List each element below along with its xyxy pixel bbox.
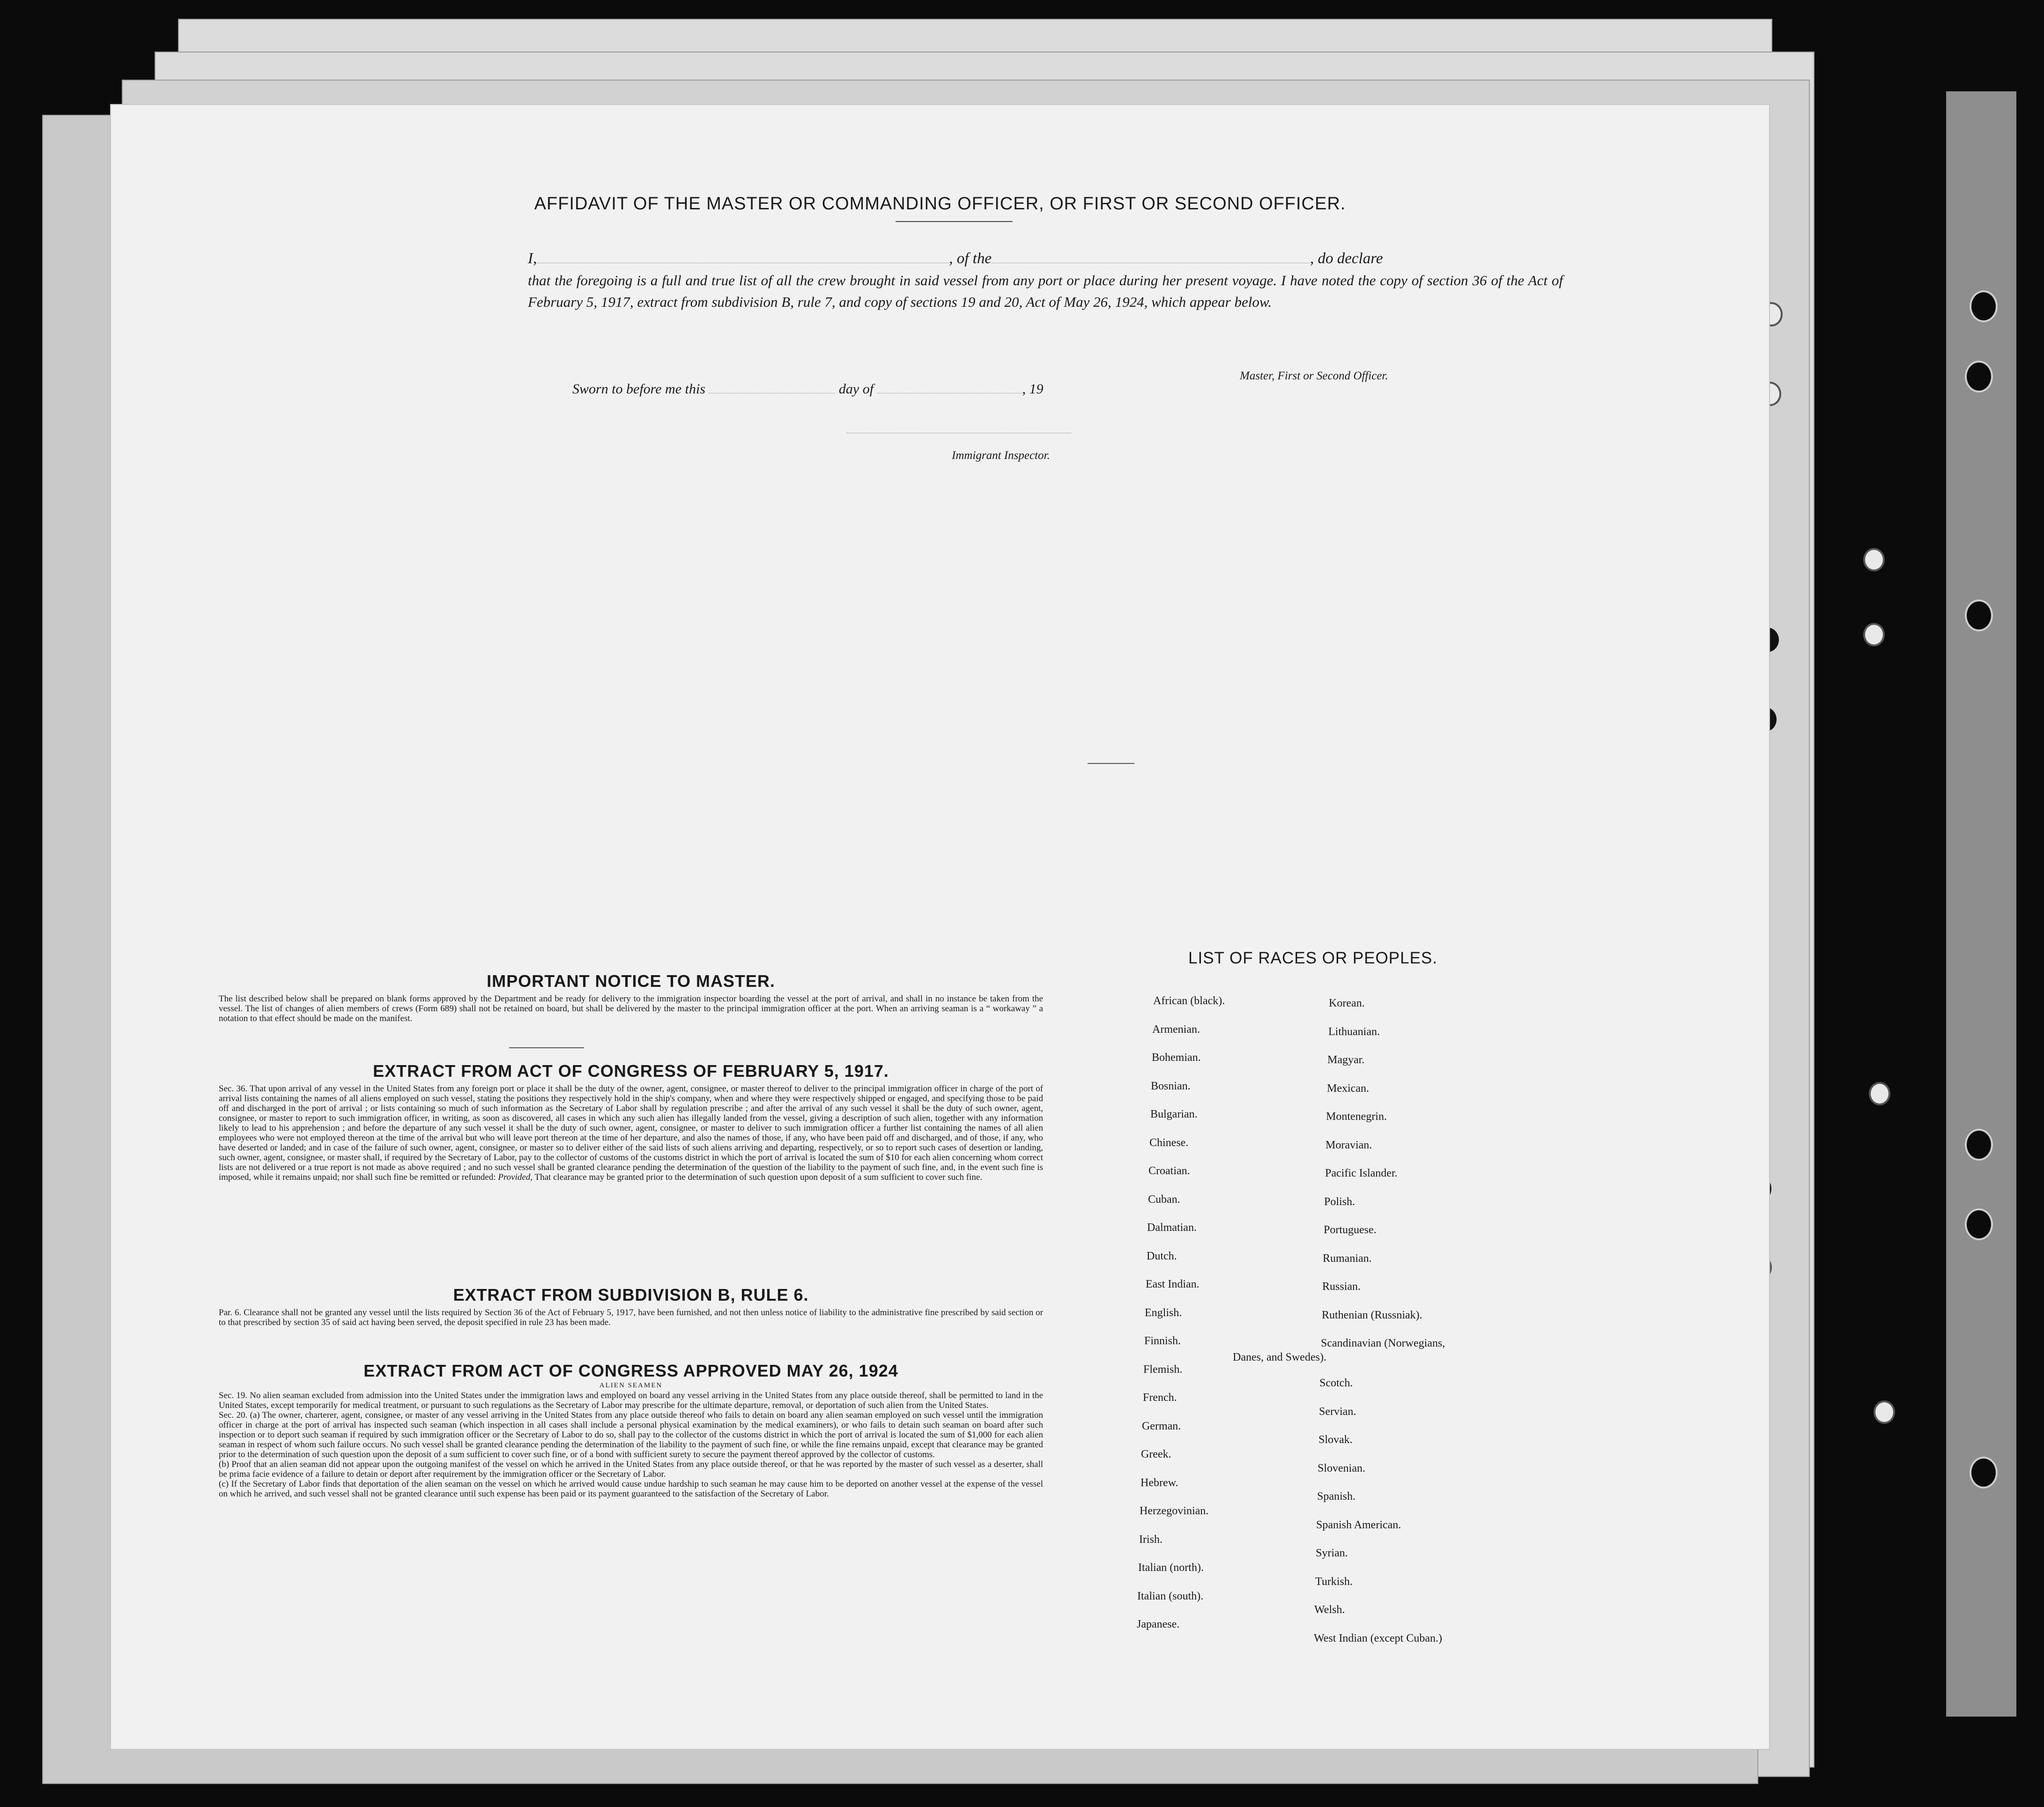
extract-1924-sec20a: Sec. 20. (a) The owner, charterer, agent, consignee, or master of any vessel arriving in the United States from any place outside thereof who fails to detain on board any alien seaman employed on such vessel until the immigration officer in charge at the port of arrival has inspected such seaman (which inspection in all cases shall include a personal physical examination by the medical examiners), or who fails to detain such seaman on board after such inspection or to deport such seaman if required by such immigration officer or the Secretary of Labor to do so, shall pay to the collector of the customs district in which the port of arrival is located the sum of $1,000 for each alien seaman in respect of whom such failure occurs. No such vessel shall be granted clearance pending the determination of the liability to the payment of such fine, or while the fine remains unpaid, except that clearance may be granted prior to the determination of such question upon the deposit of a sum sufficient to cover such fine, or of a bond with sufficient surety to secure the payment thereof approved by the collector of customs. xyxy=(219,1410,1043,1459)
extract-1917-body xyxy=(219,1084,1043,1182)
race-item: Slovenian. xyxy=(1318,1462,1365,1474)
race-item: Spanish. xyxy=(1317,1490,1356,1503)
form-sheet xyxy=(110,104,1770,1750)
race-item: Herzegovinian. xyxy=(1140,1505,1209,1517)
extract-1924-subtitle: ALIEN SEAMEN xyxy=(599,1382,663,1389)
race-item: Italian (south). xyxy=(1137,1590,1204,1602)
extract-1917-body-end: That clearance may be granted prior to the determination of such question upon deposit of a sum sufficient to cover such fine. xyxy=(534,1172,983,1182)
declaration-suffix: , do declare xyxy=(1310,250,1383,267)
race-item: Bulgarian. xyxy=(1150,1108,1198,1120)
declaration-body: that the foregoing is a full and true list of all the crew brought in said vessel from any port or place during her present voyage. I have noted the copy of section 36 of the Act of February 5, 1917, extract from subdivision B, rule 7, and copy of sections 19 and 20, Act of May 26, 1924, which appear below. xyxy=(528,272,1563,310)
race-item: Portuguese. xyxy=(1324,1224,1377,1236)
race-item: Mexican. xyxy=(1327,1082,1369,1095)
binder-hole xyxy=(1965,361,1993,393)
section-divider xyxy=(509,1047,584,1048)
mid-divider xyxy=(1088,763,1134,764)
race-item: Spanish American. xyxy=(1316,1519,1401,1531)
notice-body: The list described below shall be prepared on blank forms approved by the Department and be ready for delivery to the immigration inspector boarding the vessel at the port of arrival, and shall in no instance be taken from the vessel. The list of changes of alien members of crews (Form 689) shall not be retained on board, but shall be delivered by the master to the principal immigration officer at the port. When an arriving seaman is a “ workaway ” a notation to that effect should be made on the manifest. xyxy=(219,994,1043,1023)
race-item: Servian. xyxy=(1319,1406,1356,1418)
race-item: Dalmatian. xyxy=(1147,1222,1197,1234)
race-item: Finnish. xyxy=(1144,1335,1181,1347)
extract-1924-title: EXTRACT FROM ACT OF CONGRESS APPROVED MAY 26, 1924 xyxy=(363,1361,898,1380)
extract-1924-sec20b: (b) Proof that an alien seaman did not appear upon the outgoing manifest of the vessel on which he arrived in the United States from any place outside thereof, or that he was reported by the master of such vessel as a deserter, shall be prima facie evidence of a failure to detain or deport after requirement by the immigration officer or the Secretary of Labor. xyxy=(219,1459,1043,1479)
race-item: Irish. xyxy=(1139,1533,1163,1546)
extract-1917-body-start: Sec. 36. That upon arrival of any vessel in the United States from any foreign port or place it shall be the duty of the owner, agent, consignee, or master thereof to deliver to the principal immigration officer in charge of the port of arrival lists containing the names of all aliens employed on such vessel, stating the positions they respectively hold in the ship's company, when and where they were respectively shipped or engaged, and specifying those to be paid off and discharged in the port of arrival ; or lists containing so much of such information as the Secretary of Labor shall by regulation prescribe ; and after the arrival of any such vessel it shall be the duty of such owner, agent, consignee, or master to report to such immigration officer, in writing, as soon as discovered, all cases in which any such alien has illegally landed from the vessel, giving a description of such alien, together with any information likely to lead to his apprehension ; and before the departure of any such vessel it shall be the duty of such owner, agent, consignee, or master to deliver to such immigration officer a further list containing the names of all alien employees who were not employed thereon at the time of the arrival but who will leave port thereon at the time of her departure, and also the names of those, if any, who have been paid off and discharged, and of those, if any, who have deserted or landed; and in case of the failure of such owner, agent, consignee, or master so to deliver either of the said lists of such aliens arriving and departing, respectively, or so to report such cases of desertion or landing, such owner, agent, consignee, or master shall, if required by the Secretary of Labor, pay to the collector of customs of the customs district in which the port of arrival is located the sum of $10 for each alien concerning whom correct lists are not delivered or a true report is not made as above required ; and no such vessel shall be granted clearance pending the determination of the question of the liability to the payment of such fine, and, in the event such fine is imposed, while it remains unpaid; nor shall such fine be remitted or refunded: xyxy=(219,1084,1043,1182)
binder-hole xyxy=(1869,1082,1890,1105)
race-item: West Indian (except Cuban.) xyxy=(1314,1632,1442,1644)
binder-hole xyxy=(1970,1457,1998,1489)
race-item: English. xyxy=(1145,1307,1182,1319)
extract-1917-proviso: Provided, xyxy=(498,1172,533,1182)
sworn-line xyxy=(572,381,1044,397)
vessel-prefix: , of the xyxy=(949,250,992,267)
affidavit-title: AFFIDAVIT OF THE MASTER OR COMMANDING OFFICER, OR FIRST OR SECOND OFFICER. xyxy=(534,194,1346,214)
extract-1924-sec20c: (c) If the Secretary of Labor finds that deportation of the alien seaman on the vessel on which he arrived would cause undue hardship to such seaman he may cause him to be deported on another vessel at the expense of the vessel on which he arrived, and such vessel shall not be granted clearance until such expense has been paid or its payment guaranteed to the satisfaction of the Secretary of Labor. xyxy=(219,1479,1043,1499)
race-item: East Indian. xyxy=(1146,1278,1200,1290)
race-item: Dutch. xyxy=(1147,1250,1177,1262)
race-item: Greek. xyxy=(1141,1448,1171,1460)
race-item: Russian. xyxy=(1322,1281,1361,1293)
binder-hole xyxy=(1965,1129,1993,1161)
binder-hole xyxy=(1863,548,1885,571)
race-item: Korean. xyxy=(1329,997,1365,1009)
race-item: Magyar. xyxy=(1327,1054,1365,1066)
extract-rule-6-title: EXTRACT FROM SUBDIVISION B, RULE 6. xyxy=(453,1285,809,1304)
binder-hole xyxy=(1970,290,1998,322)
race-item: Scotch. xyxy=(1319,1377,1353,1389)
race-item: Italian (north). xyxy=(1138,1562,1204,1574)
sworn-day-label: day of xyxy=(838,381,874,397)
master-signature-caption: Master, First or Second Officer. xyxy=(1240,370,1388,382)
race-item: Welsh. xyxy=(1314,1604,1345,1616)
extract-rule-6 xyxy=(219,1285,1043,1327)
title-divider xyxy=(896,221,1013,222)
declarant-prefix: I, xyxy=(528,250,537,267)
race-item: Croatian. xyxy=(1148,1165,1190,1177)
race-item: Syrian. xyxy=(1316,1547,1348,1559)
notice-title: IMPORTANT NOTICE TO MASTER. xyxy=(487,971,775,991)
race-item: German. xyxy=(1142,1420,1181,1432)
race-item: Bosnian. xyxy=(1151,1080,1191,1092)
race-item: Bohemian. xyxy=(1152,1052,1201,1064)
binder-hole xyxy=(1874,1400,1895,1424)
races-title: LIST OF RACES OR PEOPLES. xyxy=(1188,949,1438,967)
important-notice xyxy=(219,971,1043,1023)
race-item: Moravian. xyxy=(1326,1139,1372,1151)
race-item: Slovak. xyxy=(1318,1434,1353,1446)
binder-hole xyxy=(1965,600,1993,631)
race-item: Lithuanian. xyxy=(1328,1026,1380,1038)
race-item: Cuban. xyxy=(1148,1193,1180,1206)
extract-1917 xyxy=(219,1061,1043,1182)
inspector-caption: Immigrant Inspector. xyxy=(952,449,1050,462)
declaration-line xyxy=(528,250,1563,267)
race-item: Rumanian. xyxy=(1323,1252,1372,1265)
race-item: Armenian. xyxy=(1152,1023,1200,1036)
race-item: Flemish. xyxy=(1143,1363,1183,1376)
race-item: Polish. xyxy=(1324,1196,1355,1208)
binder-hole xyxy=(1965,1208,1993,1240)
extract-1917-title: EXTRACT FROM ACT OF CONGRESS OF FEBRUARY 5, 1917. xyxy=(373,1061,889,1081)
sworn-year-label: , 19 xyxy=(1022,381,1044,397)
race-item: Chinese. xyxy=(1149,1137,1189,1149)
race-item: Ruthenian (Russniak). xyxy=(1322,1309,1422,1321)
binder-hole xyxy=(1863,623,1885,646)
race-item: Hebrew. xyxy=(1140,1477,1178,1489)
race-item: Montenegrin. xyxy=(1326,1111,1387,1123)
extract-1924-sec19: Sec. 19. No alien seaman excluded from admission into the United States under the immigration laws and employed on board any vessel arriving in the United States from any place outside thereof, shall be permitted to land in the United States, except temporarily for medical treatment, or pursuant to such regulations as the Secretary of Labor may prescribe for the ultimate departure, removal, or deportation of such alien from the United States. xyxy=(219,1391,1043,1410)
race-item: Pacific Islander. xyxy=(1325,1167,1398,1179)
race-item: Turkish. xyxy=(1315,1576,1353,1588)
sworn-prefix: Sworn to before me this xyxy=(572,381,705,397)
race-item: French. xyxy=(1143,1392,1177,1404)
race-item: Scandinavian (Norwegians, xyxy=(1321,1337,1445,1349)
extract-1924 xyxy=(219,1361,1043,1499)
extract-rule-6-body: Par. 6. Clearance shall not be granted any vessel until the lists required by Section 36 of the Act of February 5, 1917, have been furnished, and not then unless notice of liability to the administrative fine prescribed by said section or to that prescribed by section 35 of said act having been served, the deposit specified in rule 23 has been made. xyxy=(219,1308,1043,1327)
race-item: African (black). xyxy=(1153,995,1225,1007)
race-item: Danes, and Swedes). xyxy=(1233,1351,1326,1363)
race-item: Japanese. xyxy=(1137,1618,1180,1630)
